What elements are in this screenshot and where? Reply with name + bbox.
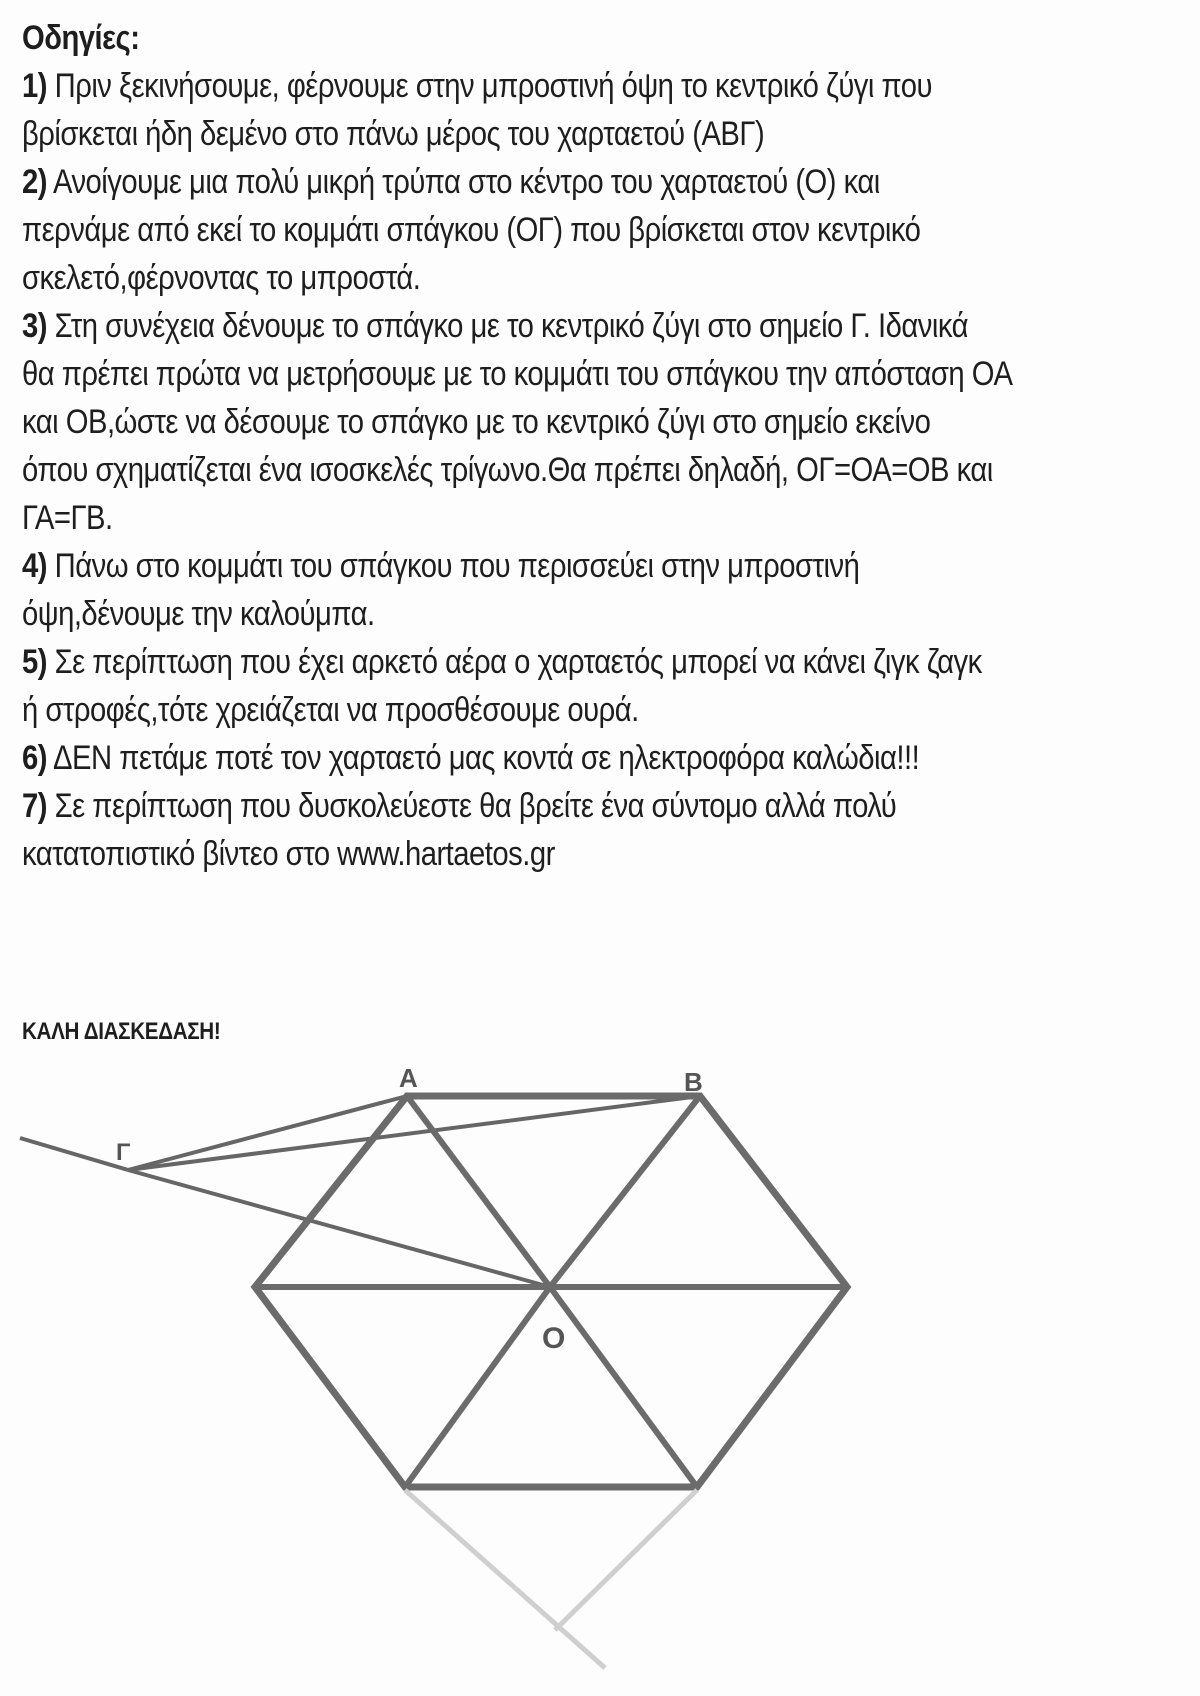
label-a: Α xyxy=(399,1063,418,1093)
step-7-line-2: κατατοπιστικό βίντεο στο www.hartaetos.gr xyxy=(22,835,555,873)
step-text: Ανοίγουμε μια πολύ μικρή τρύπα στο κέντρο του χαρταετού (Ο) και xyxy=(52,163,880,201)
step-number: 2) xyxy=(22,163,47,201)
step-text: Σε περίπτωση που έχει αρκετό αέρα ο χαρταετός μπορεί να κάνει ζιγκ ζαγκ xyxy=(54,643,982,681)
step-4-line-2: όψη,δένουμε την καλούμπα. xyxy=(22,595,375,633)
instructions-heading: Οδηγίες: xyxy=(22,19,140,57)
step-number: 4) xyxy=(22,547,47,585)
label-g: Γ xyxy=(116,1139,131,1166)
step-3-line-5: ΓΑ=ΓΒ. xyxy=(22,499,113,537)
spar-o-bottom-left xyxy=(405,1287,550,1487)
step-text: Στη συνέχεια δένουμε το σπάγκο με το κεντρικό ζύγι στο σημείο Γ. Ιδανικά xyxy=(54,307,968,345)
step-2-line-2: περνάμε από εκεί το κομμάτι σπάγκου (ΟΓ) που βρίσκεται στον κεντρικό xyxy=(22,211,921,249)
step-text: Πάνω στο κομμάτι του σπάγκου που περισσεύει στην μπροστινή xyxy=(54,547,860,585)
step-text: Πριν ξεκινήσουμε, φέρνουμε στην μπροστινή όψη το κεντρικό ζύγι που xyxy=(54,67,932,105)
step-5-line-2: ή στροφές,τότε χρειάζεται να προσθέσουμε ουρά. xyxy=(22,691,639,729)
step-number: 6) xyxy=(22,739,47,777)
spar-o-bottom-right xyxy=(550,1287,697,1487)
tail-left xyxy=(405,1490,605,1668)
step-number: 5) xyxy=(22,643,47,681)
step-3-line-4: όπου σχηματίζεται ένα ισοσκελές τρίγωνο.Θα πρέπει δηλαδή, ΟΓ=ΟΑ=ΟΒ και xyxy=(22,451,993,489)
flying-line xyxy=(20,1138,128,1170)
step-number: 3) xyxy=(22,307,47,345)
step-number: 7) xyxy=(22,787,47,825)
step-number: 1) xyxy=(22,67,47,105)
step-2-line-3: σκελετό,φέρνοντας το μπροστά. xyxy=(22,259,421,297)
step-text: Σε περίπτωση που δυσκολεύεστε θα βρείτε ένα σύντομο αλλά πολύ xyxy=(54,787,897,825)
step-3-line-2: θα πρέπει πρώτα να μετρήσουμε με το κομμάτι του σπάγκου την απόσταση ΟΑ xyxy=(22,355,1013,393)
label-o: Ο xyxy=(542,1322,566,1355)
string-g-o xyxy=(128,1170,550,1287)
label-b: Β xyxy=(684,1067,703,1097)
step-3-line-3: και ΟΒ,ώστε να δέσουμε το σπάγκο με το κεντρικό ζύγι στο σημείο εκείνο xyxy=(22,403,931,441)
spar-b-o xyxy=(550,1096,700,1287)
closing-message: ΚΑΛΗ ΔΙΑΣΚΕΔΑΣΗ! xyxy=(22,1018,221,1045)
step-1-line-2: βρίσκεται ήδη δεμένο στο πάνω μέρος του χαρταετού (ΑΒΓ) xyxy=(22,115,765,153)
tail-right xyxy=(555,1490,697,1630)
step-text: ΔΕΝ πετάμε ποτέ τον χαρταετό μας κοντά σε ηλεκτροφόρα καλώδια!!! xyxy=(52,739,920,777)
bridle-g-a xyxy=(128,1096,407,1170)
